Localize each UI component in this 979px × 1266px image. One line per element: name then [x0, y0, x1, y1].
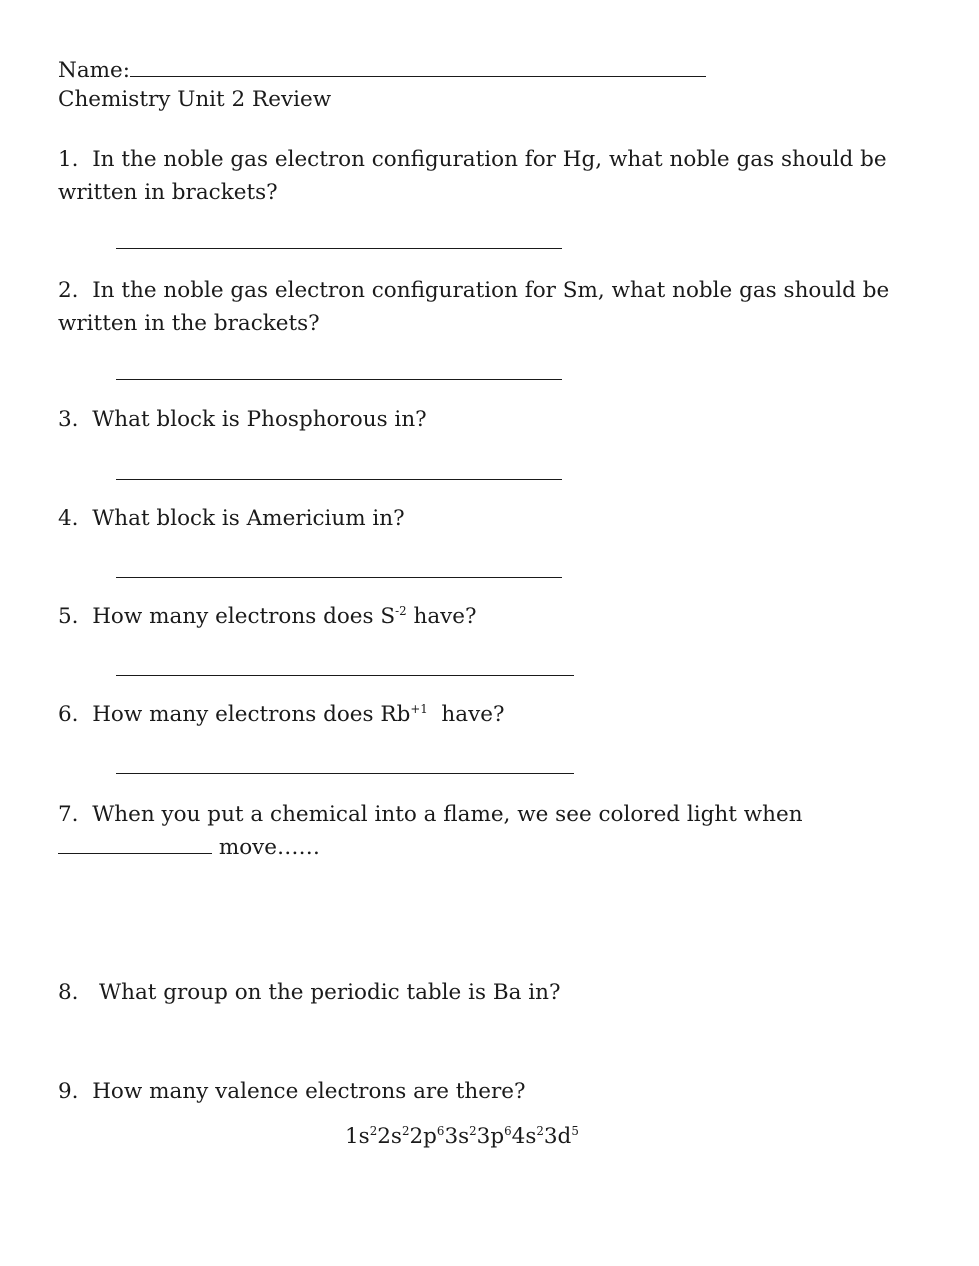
question-3	[58, 407, 427, 433]
name-line	[58, 58, 706, 84]
question-5-charge: -2	[395, 603, 407, 618]
question-2-answer-blank[interactable]	[116, 379, 562, 380]
worksheet-title: Chemistry Unit 2 Review	[58, 87, 332, 112]
question-4	[58, 506, 405, 532]
question-3-number: 3.	[58, 407, 79, 432]
electron-configuration	[345, 1124, 579, 1149]
question-1-answer-blank[interactable]	[116, 248, 562, 249]
question-6-text-end: have?	[427, 702, 505, 727]
config-term: $3s^2$	[444, 1123, 477, 1149]
question-5-answer-blank[interactable]	[116, 675, 574, 676]
question-2	[58, 274, 918, 340]
question-7-text-end: move……	[212, 835, 321, 860]
question-6	[58, 702, 505, 728]
question-7-answer-blank[interactable]	[58, 853, 212, 854]
question-8-text: What group on the periodic table is Ba in?	[92, 980, 561, 1005]
config-term: $3p^6$	[476, 1123, 512, 1149]
question-5	[58, 604, 477, 630]
question-8-number: 8.	[58, 980, 79, 1005]
config-term: $1s^2$	[345, 1123, 378, 1149]
question-4-text: What block is Americium in?	[92, 506, 405, 531]
question-7	[58, 798, 938, 864]
config-term: $2s^2$	[377, 1123, 410, 1149]
question-6-text: How many electrons does Rb	[92, 702, 411, 727]
question-9	[58, 1079, 526, 1105]
question-7-text: When you put a chemical into a flame, we see colored light when	[92, 802, 803, 827]
question-5-number: 5.	[58, 604, 79, 629]
config-term: $4s^2$	[511, 1123, 544, 1149]
config-term: $3d^5$	[543, 1123, 579, 1149]
question-9-text: How many valence electrons are there?	[92, 1079, 526, 1104]
question-7-number: 7.	[58, 802, 79, 827]
question-9-number: 9.	[58, 1079, 79, 1104]
question-8	[58, 980, 561, 1006]
config-term: $2p^6$	[409, 1123, 445, 1149]
name-label: Name:	[58, 58, 130, 83]
question-4-answer-blank[interactable]	[116, 577, 562, 578]
question-3-answer-blank[interactable]	[116, 479, 562, 480]
question-2-text: In the noble gas electron configuration for Sm, what noble gas should be written in the brackets?	[58, 278, 890, 336]
question-5-text-end: have?	[406, 604, 477, 629]
question-6-number: 6.	[58, 702, 79, 727]
question-3-text: What block is Phosphorous in?	[92, 407, 427, 432]
question-5-text: How many electrons does S	[92, 604, 396, 629]
name-answer-blank[interactable]	[130, 76, 706, 77]
question-1-text: In the noble gas electron configuration for Hg, what noble gas should be written in brackets?	[58, 147, 887, 205]
question-1-number: 1.	[58, 147, 79, 172]
question-6-answer-blank[interactable]	[116, 773, 574, 774]
question-2-number: 2.	[58, 278, 79, 303]
question-4-number: 4.	[58, 506, 79, 531]
question-6-charge: +1	[410, 701, 428, 716]
question-1	[58, 143, 918, 209]
